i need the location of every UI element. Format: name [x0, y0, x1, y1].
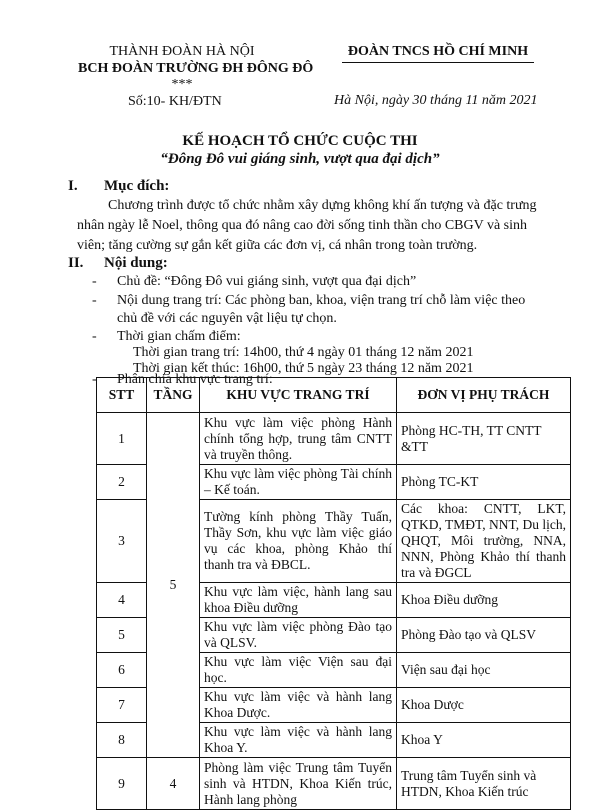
row-unit: Khoa Điều dưỡng — [397, 583, 571, 618]
document-subtitle: “Đông Đô vui giáng sinh, vượt qua đại dịch” — [160, 151, 440, 167]
bullet-dash: - — [92, 293, 97, 308]
row-area: Khu vực làm việc phòng Hành chính tổng hợp, trung tâm CNTT và truyền thông. — [200, 413, 397, 465]
bullet-judging-time: Thời gian chấm điểm: — [117, 329, 241, 344]
org-line-1: THÀNH ĐOÀN HÀ NỘI — [109, 44, 255, 59]
section-1-line: nhân ngày lễ Noel, thông qua đó nâng cao đời sống tinh thần cho CBGV và sinh — [77, 218, 528, 233]
table-header-row — [97, 378, 571, 413]
row-area: Khu vực làm việc phòng Đào tạo và QLSV. — [200, 618, 397, 653]
row-unit: Phòng HC-TH, TT CNTT &TT — [397, 413, 571, 465]
right-org: ĐOÀN TNCS HỒ CHÍ MINH — [347, 44, 529, 59]
row-stt: 5 — [97, 618, 147, 653]
row-stt: 7 — [97, 688, 147, 723]
doc-number: Số:10- KH/ĐTN — [128, 94, 222, 109]
row-unit: Viện sau đại học — [397, 653, 571, 688]
table-row — [97, 413, 571, 465]
right-org-underline — [342, 62, 534, 63]
header-floor: TẦNG — [147, 378, 200, 413]
row-area: Khu vực làm việc Viện sau đại học. — [200, 653, 397, 688]
row-stt: 3 — [97, 500, 147, 583]
end-time: Thời gian kết thúc: 16h00, thứ 5 ngày 23 tháng 12 năm 2021 — [133, 361, 474, 376]
header-area: KHU VỰC TRANG TRÍ — [200, 378, 397, 413]
header-stt: STT — [97, 378, 147, 413]
decoration-time: Thời gian trang trí: 14h00, thứ 4 ngày 01 tháng 12 năm 2021 — [133, 345, 474, 360]
row-stt: 2 — [97, 465, 147, 500]
row-area: Phòng làm việc Trung tâm Tuyển sinh và HTDN, Khoa Kiến trúc, Hành lang phòng — [200, 758, 397, 810]
row-stt: 8 — [97, 723, 147, 758]
bullet-theme: Chủ đề: “Đông Đô vui giáng sinh, vượt qua đại dịch” — [117, 274, 417, 289]
stars: *** — [171, 77, 193, 92]
floor-cell: 5 — [147, 413, 200, 758]
document-title: KẾ HOẠCH TỔ CHỨC CUỘC THI — [182, 133, 418, 149]
bullet-decoration-content-cont: chủ đề với các nguyên vật liệu tự chọn. — [117, 311, 337, 326]
date-line: Hà Nội, ngày 30 tháng 11 năm 2021 — [334, 93, 538, 108]
row-stt: 4 — [97, 583, 147, 618]
section-1-number: I. — [68, 178, 78, 194]
bullet-area-division: Phân chia khu vực trang trí: — [117, 372, 273, 387]
row-stt: 6 — [97, 653, 147, 688]
section-2-heading: Nội dung: — [104, 255, 168, 271]
section-1-line: viên; tăng cường sự gắn kết giữa các đơn vị, cá nhân trong toàn trường. — [77, 238, 478, 253]
row-area: Khu vực làm việc và hành lang Khoa Y. — [200, 723, 397, 758]
row-unit: Khoa Y — [397, 723, 571, 758]
decoration-area-table — [96, 377, 571, 810]
bullet-decoration-content: Nội dung trang trí: Các phòng ban, khoa, viện trang trí chỗ làm việc theo — [117, 293, 526, 308]
section-1-heading: Mục đích: — [104, 178, 170, 194]
row-unit: Phòng TC-KT — [397, 465, 571, 500]
org-line-2: BCH ĐOÀN TRƯỜNG ĐH ĐÔNG ĐÔ — [78, 61, 314, 76]
row-unit: Khoa Dược — [397, 688, 571, 723]
floor-cell: 4 — [147, 758, 200, 810]
row-unit: Phòng Đào tạo và QLSV — [397, 618, 571, 653]
section-1-line: Chương trình được tổ chức nhằm xây dựng không khí ấn tượng và đặc trưng — [108, 198, 537, 213]
section-2-number: II. — [68, 255, 84, 271]
row-area: Khu vực làm việc phòng Tài chính – Kế toán. — [200, 465, 397, 500]
row-area: Khu vực làm việc, hành lang sau khoa Điều dưỡng — [200, 583, 397, 618]
row-stt: 1 — [97, 413, 147, 465]
row-area: Tường kính phòng Thầy Tuấn, Thầy Sơn, khu vực làm việc giáo vụ các khoa, phòng Khảo thí thanh tra và ĐBCL. — [200, 500, 397, 583]
row-unit: Các khoa: CNTT, LKT, QTKD, TMĐT, NNT, Du lịch, QHQT, Môi trường, NNA, NNN, Phòng Khảo thí thanh tra và ĐGCL — [397, 500, 571, 583]
bullet-dash: - — [92, 274, 97, 289]
bullet-dash: - — [92, 329, 97, 344]
table-row — [97, 758, 571, 810]
row-area: Khu vực làm việc và hành lang Khoa Dược. — [200, 688, 397, 723]
header-unit: ĐƠN VỊ PHỤ TRÁCH — [397, 378, 571, 413]
row-unit: Trung tâm Tuyển sinh và HTDN, Khoa Kiến trúc — [397, 758, 571, 810]
row-stt: 9 — [97, 758, 147, 810]
bullet-dash: - — [92, 372, 97, 387]
